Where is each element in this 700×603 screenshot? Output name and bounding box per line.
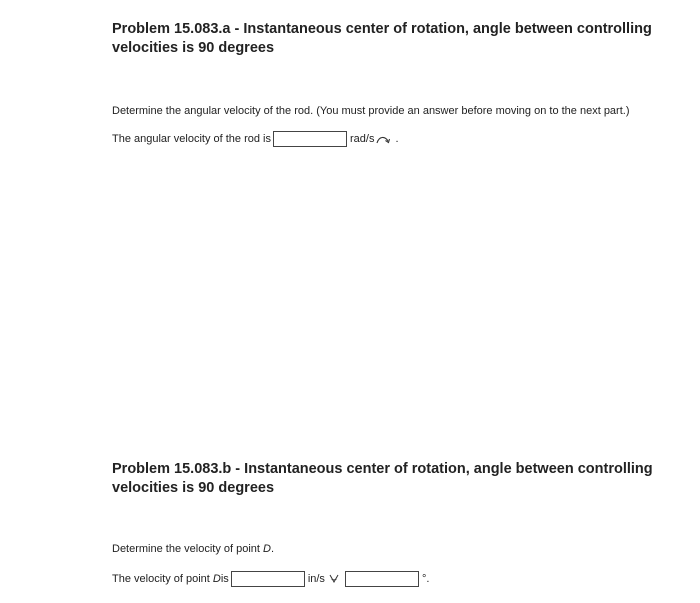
part-b-prompt-text: Determine the velocity of point: [112, 543, 264, 555]
part-b-prompt-point: D: [263, 543, 271, 555]
velocity-angle-input[interactable]: [345, 571, 419, 587]
part-a-section: [112, 20, 672, 147]
angular-velocity-suffix: .: [395, 133, 399, 145]
velocity-label-point: D: [212, 573, 221, 585]
velocity-label-is: is: [220, 573, 229, 585]
part-a-title: Problem 15.083.a - Instantaneous center of rotation, angle between controlling velocities is 90 degrees: [112, 21, 652, 56]
part-a-prompt: Determine the angular velocity of the rod. (You must provide an answer before moving on to the next part.): [112, 105, 630, 117]
velocity-magnitude-input[interactable]: [231, 571, 305, 587]
part-a-answer-line: [112, 131, 672, 147]
velocity-angle-suffix: °.: [421, 573, 430, 585]
angular-velocity-label: The angular velocity of the rod is: [112, 133, 271, 145]
velocity-label-prefix: The velocity of point: [112, 573, 210, 585]
part-b-section: [112, 460, 672, 587]
angular-velocity-input[interactable]: [273, 131, 347, 147]
part-b-prompt: [112, 542, 672, 556]
clockwise-arrow-icon: [376, 135, 392, 144]
velocity-unit: in/s: [307, 573, 325, 585]
part-b-prompt-end: .: [270, 543, 275, 555]
part-b-title: Problem 15.083.b - Instantaneous center of rotation, angle between controlling velocities is 90 degrees: [112, 461, 653, 496]
angle-icon: [329, 574, 339, 584]
part-b-answer-line: [112, 571, 672, 587]
angular-velocity-unit: rad/s: [349, 133, 375, 145]
